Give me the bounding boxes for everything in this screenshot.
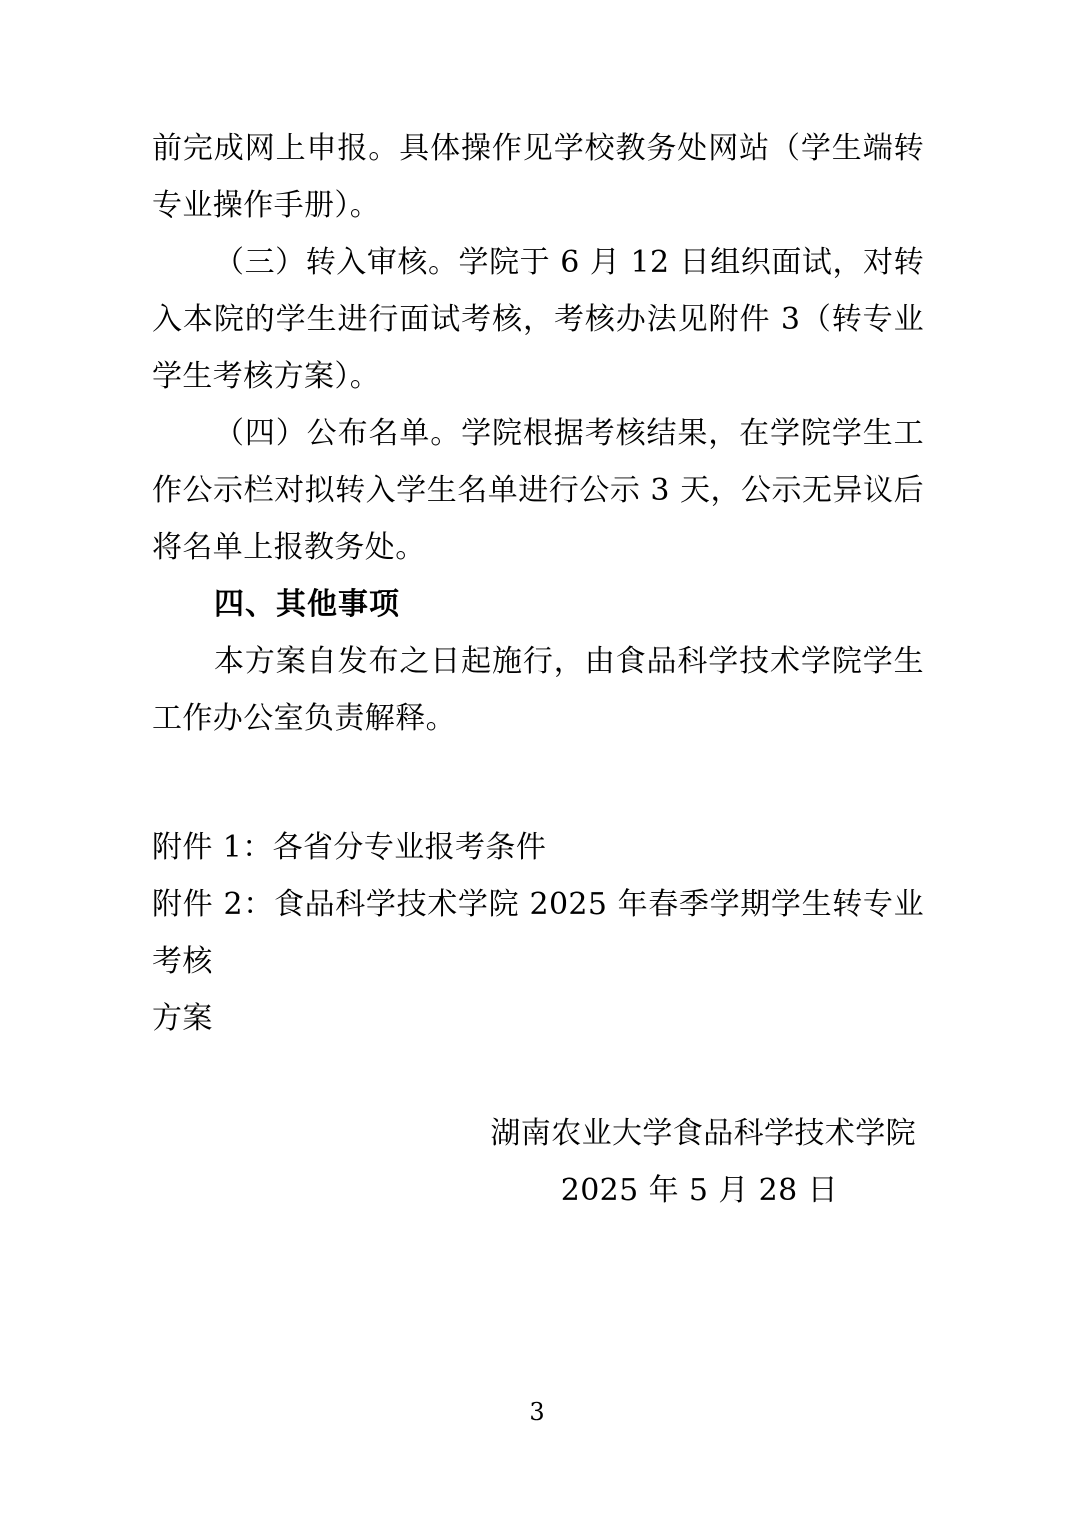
section-spacer bbox=[152, 747, 924, 819]
heading-other-matters: 四、其他事项 bbox=[214, 587, 400, 622]
paragraph-online-application: 前完成网上申报。具体操作见学校教务处网站（学生端转专业操作手册）。 bbox=[152, 131, 924, 223]
document-body bbox=[152, 120, 924, 1219]
attachment-2: 附件 2：食品科学技术学院 2025 年春季学期学生转专业考核 bbox=[152, 887, 924, 979]
paragraph-transfer-review: （三）转入审核。学院于 6 月 12 日组织面试，对转入本院的学生进行面试考核，考核办法见附件 3（转专业学生考核方案）。 bbox=[152, 245, 924, 394]
signature-block bbox=[152, 1105, 924, 1219]
paragraph-publish-list: （四）公布名单。学院根据考核结果，在学院学生工作公示栏对拟转入学生名单进行公示 3 天，公示无异议后将名单上报教务处。 bbox=[152, 416, 924, 565]
page-number: 3 bbox=[529, 1398, 545, 1426]
paragraph-other-matters: 本方案自发布之日起施行，由食品科学技术学院学生工作办公室负责解释。 bbox=[152, 644, 924, 736]
signature-date: 2025 年 5 月 28 日 bbox=[560, 1173, 838, 1208]
signature-organization: 湖南农业大学食品科学技术学院 bbox=[490, 1116, 916, 1151]
attachment-1: 附件 1：各省分专业报考条件 bbox=[152, 830, 547, 865]
attachment-2-continuation: 方案 bbox=[152, 1001, 213, 1036]
attachment-list bbox=[152, 819, 924, 1047]
